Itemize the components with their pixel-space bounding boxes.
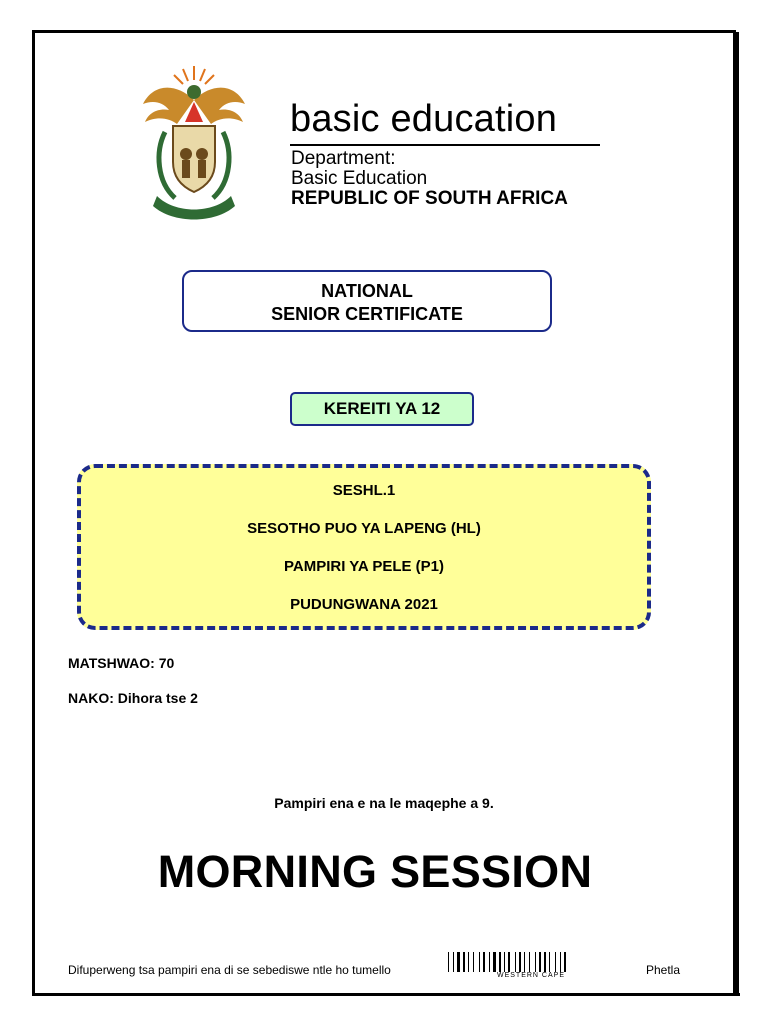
brand-title: basic education <box>290 98 558 140</box>
department-name: Basic Education <box>291 168 428 189</box>
department-label: Department: <box>291 148 396 169</box>
certificate-line-2: SENIOR CERTIFICATE <box>271 304 463 324</box>
coat-of-arms-icon <box>135 62 253 222</box>
department-header <box>125 62 615 230</box>
grade-badge: KEREITI YA 12 <box>290 392 474 426</box>
exam-session-date: PUDUNGWANA 2021 <box>290 596 438 613</box>
copyright-note: Difuperweng tsa pampiri ena di se sebediswe ntle ho tumello <box>68 963 391 977</box>
subject-code: SESHL.1 <box>332 482 396 499</box>
paper-number: PAMPIRI YA PELE (P1) <box>283 558 445 575</box>
exam-duration: NAKO: Dihora tse 2 <box>68 690 198 706</box>
page-border-shadow-bottom <box>32 993 740 996</box>
turn-over-note: Phetla <box>646 963 681 977</box>
barcode-caption: WESTERN CAPE <box>446 972 616 979</box>
brand-underline <box>290 144 600 146</box>
subject-name: SESOTHO PUO YA LAPENG (HL) <box>247 520 481 537</box>
subject-box <box>77 464 651 630</box>
certificate-box <box>182 270 552 332</box>
country-name: REPUBLIC OF SOUTH AFRICA <box>291 188 568 209</box>
certificate-line-1: NATIONAL <box>321 281 413 301</box>
total-marks: MATSHWAO: 70 <box>68 655 175 671</box>
session-banner: MORNING SESSION <box>157 846 593 897</box>
page-count-note: Pampiri ena e na le maqephe a 9. <box>274 795 494 811</box>
